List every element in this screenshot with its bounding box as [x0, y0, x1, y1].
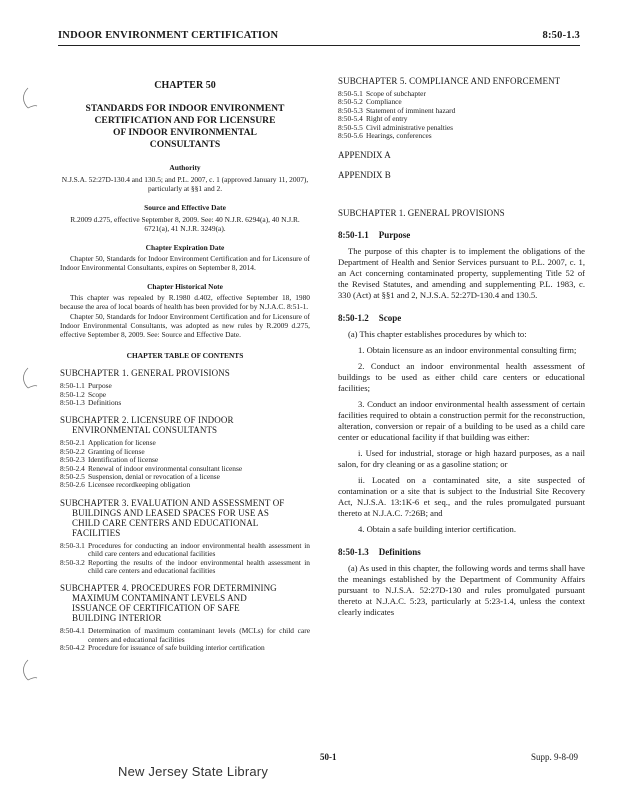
subchapter-heading: SUBCHAPTER 3. EVALUATION AND ASSESSMENT OF	[60, 497, 285, 508]
toc-number: 8:50-4.1	[60, 626, 85, 636]
appendix-b-link[interactable]: APPENDIX B	[338, 170, 391, 181]
toc-entry[interactable]	[60, 627, 310, 644]
section-title: Purpose	[378, 230, 411, 241]
chapter-title-line: CERTIFICATION AND FOR LICENSURE	[94, 115, 276, 126]
margin-mark-icon	[18, 658, 38, 682]
toc-number: 8:50-5.4	[338, 114, 363, 124]
subchapter-heading: ENVIRONMENTAL CONSULTANTS	[72, 425, 218, 436]
toc-subchapter-3	[60, 498, 310, 538]
section-title: Scope	[378, 313, 402, 324]
subchapter-heading: SUBCHAPTER 4. PROCEDURES FOR DETERMINING	[60, 583, 277, 594]
toc-subchapter-2	[60, 415, 310, 435]
expiration-text: Chapter 50, Standards for Indoor Environment Certification and for Licensure of Indoor Environmental Consultants, expires on September 8, 2014.	[60, 254, 310, 272]
toc-title: Identification of license	[88, 455, 159, 465]
toc-number: 8:50-4.2	[60, 643, 85, 653]
section-title: Definitions	[378, 547, 421, 558]
scope-paragraph: 4. Obtain a safe building interior certification.	[358, 524, 516, 535]
toc-title: Scope of subchapter	[366, 89, 426, 98]
scope-paragraph: ii. Located on a contaminated site, a site suspected of contamination or a site that is subject to the Industrial Site Recovery Act, N.J.S.A. 13:1K-6 et seq., and the rules promulgated pursuant thereto at N.J.A.C. 7:26B; and	[338, 475, 585, 519]
toc-list	[60, 542, 310, 576]
toc-entry[interactable]	[338, 132, 585, 140]
section-purpose-heading	[338, 230, 585, 240]
library-stamp: New Jersey State Library	[118, 764, 269, 779]
toc-list	[338, 90, 585, 140]
section-number: 8:50-1.2	[338, 313, 369, 324]
section-scope-heading	[338, 313, 585, 323]
toc-title: Statement of imminent hazard	[366, 105, 456, 115]
toc-title: Determination of maximum contaminant levels (MCLs) for child care centers and educational facilities	[88, 626, 310, 644]
toc-list	[60, 627, 310, 652]
scope-paragraph: i. Used for industrial, storage or high hazard purposes, as a nail salon, for dry cleaning or as a gasoline station; or	[338, 448, 585, 470]
subchapter-heading: CHILD CARE CENTERS AND EDUCATIONAL	[72, 517, 259, 528]
toc-number: 8:50-1.3	[60, 397, 85, 407]
toc-subchapter-4	[60, 583, 310, 623]
margin-mark-icon	[18, 366, 38, 390]
toc-title: Licensee recordkeeping obligation	[88, 480, 191, 490]
history-paragraph: This chapter was repealed by R.1980 d.402, effective September 18, 1980 because the area of local boards of health has been provided for by N.J.A.C. 8:51-1.	[60, 293, 310, 311]
toc-heading: CHAPTER TABLE OF CONTENTS	[126, 351, 244, 361]
right-column	[338, 76, 585, 623]
toc-entry[interactable]	[60, 399, 310, 407]
toc-number: 8:50-5.2	[338, 97, 363, 107]
toc-title: Scope	[88, 389, 107, 399]
toc-number: 8:50-5.3	[338, 105, 363, 115]
toc-entry[interactable]	[60, 644, 310, 652]
authority-text: N.J.S.A. 52:27D-130.4 and 130.5; and P.L. 2007, c. 1 (approved January 11, 2007), particularly at §§1 and 2.	[61, 175, 309, 193]
toc-number: 8:50-5.5	[338, 122, 363, 132]
toc-entry[interactable]	[60, 559, 310, 576]
authority-heading: Authority	[169, 163, 201, 172]
scope-paragraph: (a) This chapter establishes procedures by which to:	[348, 329, 527, 340]
toc-list	[60, 439, 310, 489]
section-number: 8:50-1.3	[338, 547, 369, 558]
definitions-paragraph: (a) As used in this chapter, the following words and terms shall have the meanings established by the Department of Community Affairs pursuant to N.J.S.A. 52:27D-130 and rules promulgated pursuant thereto at N.J.A.C. 5:23, particularly at 5:23-1.4, unless the context clearly indicates	[338, 563, 585, 618]
margin-mark-icon	[18, 86, 38, 110]
expiration-heading: Chapter Expiration Date	[145, 243, 225, 252]
toc-number: 8:50-1.1	[60, 381, 85, 391]
toc-number: 8:50-1.2	[60, 389, 85, 399]
toc-title: Application for license	[88, 438, 156, 448]
toc-number: 8:50-5.6	[338, 131, 363, 141]
subchapter-heading: SUBCHAPTER 5. COMPLIANCE AND ENFORCEMENT	[338, 76, 561, 86]
history-paragraph: Chapter 50, Standards for Indoor Environment Certification and for Licensure of Indoor Environmental Consultants, was adopted as new rules by R.2009 d.275, effective September 8, 2009. See: Source and Effective Date.	[60, 312, 310, 339]
page-number: 50-1	[320, 752, 337, 762]
toc-number: 8:50-2.1	[60, 438, 85, 448]
header-title: INDOOR ENVIRONMENT CERTIFICATION	[58, 30, 279, 41]
chapter-title-line: CONSULTANTS	[149, 139, 221, 150]
toc-title: Hearings, conferences	[366, 131, 432, 141]
chapter-title-line: OF INDOOR ENVIRONMENTAL	[113, 127, 257, 138]
toc-subchapter-5	[338, 76, 585, 86]
toc-entry[interactable]	[60, 542, 310, 559]
toc-title: Definitions	[88, 397, 122, 407]
subchapter-heading: FACILITIES	[72, 527, 121, 538]
source-text: R.2009 d.275, effective September 8, 2009. See: 40 N.J.R. 6294(a), 40 N.J.R. 6721(a), 41 N.J.R. 3249(a).	[70, 215, 300, 233]
subchapter-heading: SUBCHAPTER 1. GENERAL PROVISIONS	[60, 368, 230, 379]
toc-number: 8:50-3.1	[60, 540, 85, 550]
section-definitions-heading	[338, 547, 585, 557]
toc-title: Purpose	[88, 381, 112, 391]
toc-subchapter-1	[60, 368, 310, 378]
toc-title: Renewal of indoor environmental consultant license	[88, 463, 243, 473]
left-column	[60, 72, 310, 655]
subchapter-heading: ISSUANCE OF CERTIFICATION OF SAFE	[72, 603, 240, 614]
subchapter-1-heading: SUBCHAPTER 1. GENERAL PROVISIONS	[338, 208, 505, 219]
scope-paragraph: 3. Conduct an indoor environmental health assessment of certain facilities required to obtain a construction permit for the reconstruction, alteration, conversion or repair of a building to be used as a child care center or educational facility if that building was either:	[338, 399, 585, 443]
toc-entry[interactable]	[60, 481, 310, 489]
header-section: 8:50-1.3	[542, 30, 580, 41]
toc-number: 8:50-2.6	[60, 480, 85, 490]
toc-title: Compliance	[366, 97, 402, 107]
toc-number: 8:50-5.1	[338, 89, 363, 98]
toc-title: Procedure for issuance of safe building interior certification	[88, 643, 265, 653]
toc-list	[60, 382, 310, 407]
purpose-paragraph: The purpose of this chapter is to implement the obligations of the Department of Health and Senior Services pursuant to P.L. 2007, c. 1, an Act concerning contaminated property, supplementing Title 52 of the Revised Statutes, and amending and supplementing P.L. 1983, c. 330 (Act) at §§1 and 2, N.J.S.A. 52:27D-130.4 and 130.5.	[338, 246, 585, 301]
toc-title: Right of entry	[366, 114, 408, 124]
toc-number: 8:50-3.2	[60, 557, 85, 567]
source-heading: Source and Effective Date	[144, 203, 226, 212]
supplement-date: Supp. 9-8-09	[531, 752, 578, 762]
running-header	[58, 30, 580, 44]
header-rule	[58, 45, 580, 46]
chapter-title	[60, 103, 310, 151]
toc-title: Civil administrative penalties	[366, 122, 454, 132]
toc-title: Procedures for conducting an indoor environmental health assessment in child care centers and educational facilities	[88, 540, 310, 559]
toc-title: Suspension, denial or revocation of a license	[88, 472, 220, 481]
toc-number: 8:50-2.3	[60, 455, 85, 465]
section-number: 8:50-1.1	[338, 230, 369, 241]
scope-paragraph: 2. Conduct an indoor environmental health assessment of buildings to be used as either child care centers or educational facilities;	[338, 361, 585, 394]
toc-number: 8:50-2.5	[60, 472, 85, 481]
subchapter-heading: SUBCHAPTER 2. LICENSURE OF INDOOR	[60, 415, 234, 426]
history-heading: Chapter Historical Note	[147, 282, 223, 292]
scope-paragraph: 1. Obtain licensure as an indoor environmental consulting firm;	[358, 345, 577, 356]
toc-number: 8:50-2.4	[60, 463, 85, 473]
toc-title: Granting of license	[88, 446, 145, 456]
subchapter-heading: MAXIMUM CONTAMINANT LEVELS AND	[72, 593, 247, 604]
chapter-number: CHAPTER 50	[154, 80, 216, 91]
appendix-a-link[interactable]: APPENDIX A	[338, 150, 391, 161]
toc-title: Reporting the results of the indoor environmental health assessment in child care centers and educational facilities	[88, 557, 310, 576]
toc-number: 8:50-2.2	[60, 446, 85, 456]
subchapter-heading: BUILDING INTERIOR	[72, 613, 162, 624]
chapter-title-line: STANDARDS FOR INDOOR ENVIRONMENT	[85, 103, 285, 114]
subchapter-heading: BUILDINGS AND LEASED SPACES FOR USE AS	[72, 507, 270, 518]
